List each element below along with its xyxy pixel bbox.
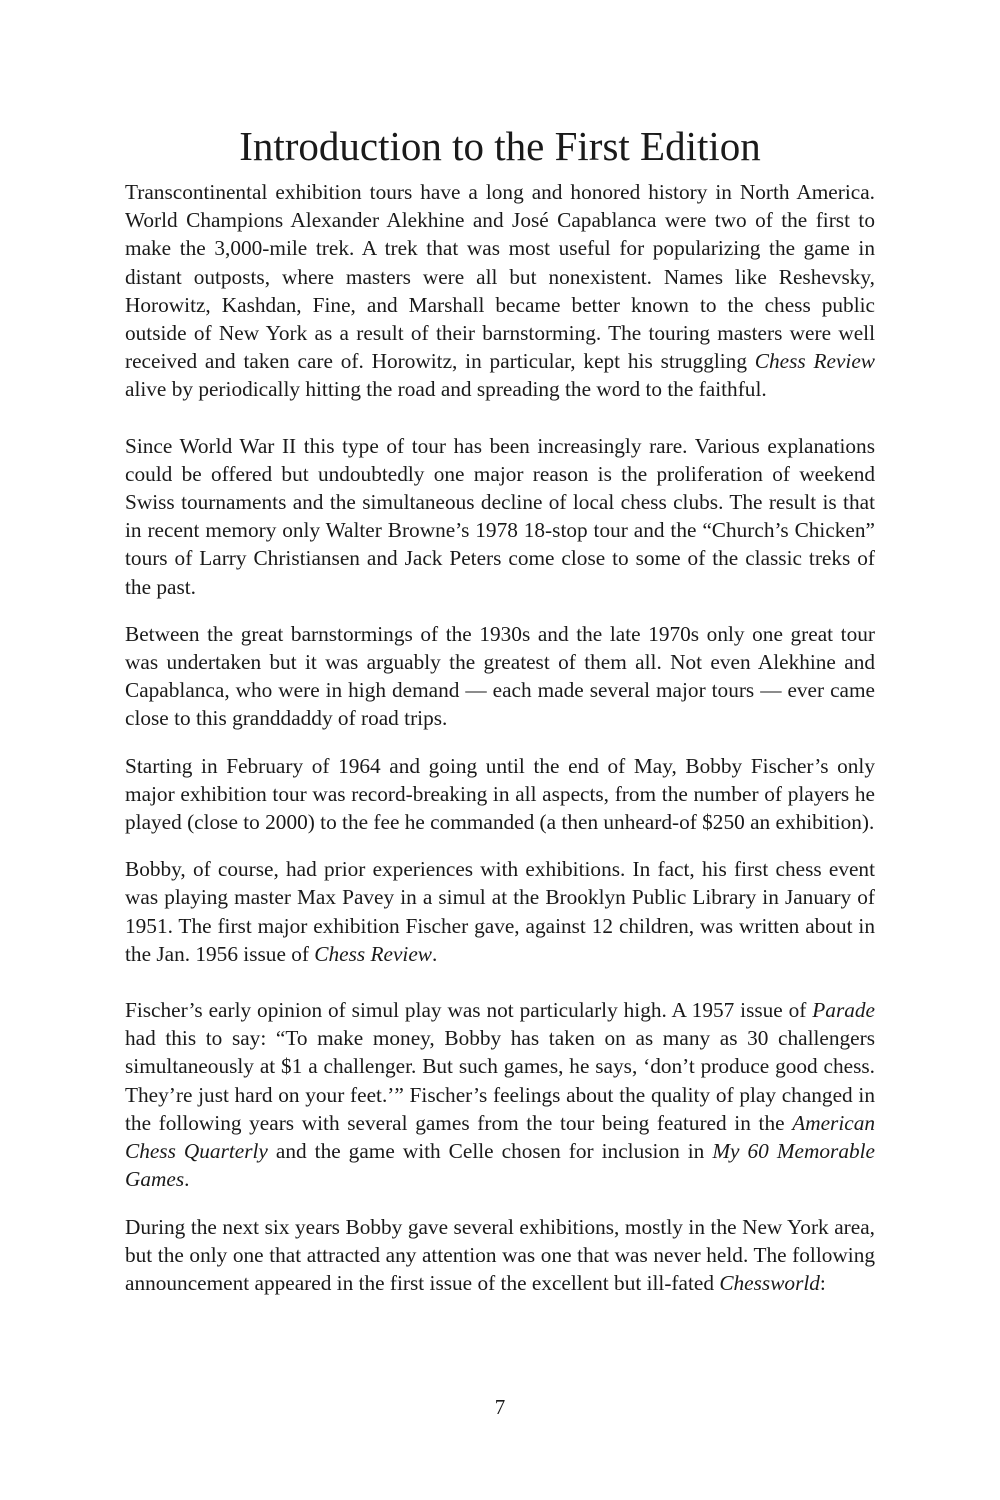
paragraph-text: Starting in February of 1964 and going until the end of May, Bobby Fischer’s only major exhibition tour was record-breaking in all aspects, from the number of players he played (close to 2000) to the fee he commanded (a then unheard-of $250 an exhibition). <box>125 753 875 835</box>
italic-title-text: Parade <box>812 998 875 1023</box>
paragraph <box>125 752 875 837</box>
paragraph-text: Fischer’s early opinion of simul play was not particularly high. A 1957 issue of <box>125 998 813 1023</box>
paragraph-text: Between the great barnstormings of the 1930s and the late 1970s only one great tour was undertaken but it was arguably the greatest of them all. Not even Alekhine and Capablanca, who were in high demand — each made several major tours — ever came close to this granddaddy of road trips. <box>125 621 875 731</box>
paragraph-text: . <box>431 941 438 966</box>
paragraph-text: Bobby, of course, had prior experiences with exhibitions. In fact, his first chess event was playing master Max Pavey in a simul at the Brooklyn Public Library in January of 1951. The first major exhibition Fischer gave, against 12 children, was written about in the Jan. 1956 issue of <box>125 857 875 966</box>
italic-title-text: My 60 Memorable Games <box>125 1139 875 1192</box>
page-body <box>125 120 875 1316</box>
paragraph-text: Transcontinental exhibition tours have a long and honored history in North America. World Champions Alexander Alekhine and José Capablanca were two of the first to make the 3,000-mile trek. A trek that was most useful for popularizing the game in distant outposts, where masters were all but nonexistent. Names like Reshevsky, Horowitz, Kashdan, Fine, and Marshall became better known to the chess public outside of New York as a result of their barnstorming. The touring masters were well received and taken care of. Horowitz, in particular, kept his struggling <box>125 180 875 374</box>
paragraph-text: : <box>819 1270 826 1295</box>
paragraph <box>125 996 875 1193</box>
italic-title-text: Chess Review <box>314 941 432 966</box>
page-title: Introduction to the First Edition <box>239 123 761 169</box>
page-number: 7 <box>494 1395 506 1419</box>
paragraph <box>125 1213 875 1298</box>
italic-title-text: Chess Review <box>754 349 875 374</box>
paragraph-text: alive by periodically hitting the road and spreading the word to the faithful. <box>125 377 767 402</box>
paragraph-text: During the next six years Bobby gave several exhibitions, mostly in the New York area, but the only one that attracted any attention was one that was never held. The following announcement appeared in the first issue of the excellent but ill-fated <box>125 1214 875 1295</box>
italic-title-text: Chessworld <box>719 1270 820 1295</box>
paragraph-text: . <box>184 1167 190 1192</box>
paragraph-text: had this to say: “To make money, Bobby has taken on as many as 30 challengers simultaneously at $1 a challenger. But such games, he says, ‘don’t produce good chess. They’re just hard on your feet.’” Fischer’s feelings about the quality of play changed in the following years with several games from the tour being featured in the <box>125 1026 875 1135</box>
paragraph <box>125 620 875 733</box>
paragraph-text: and the game with Celle chosen for inclusion in <box>267 1139 713 1164</box>
paragraph <box>125 178 875 404</box>
paragraph <box>125 432 875 601</box>
paragraph-text: Since World War II this type of tour has been increasingly rare. Various explanations could be offered but undoubtedly one major reason is the proliferation of weekend Swiss tournaments and the simultaneous decline of local chess clubs. The result is that in recent memory only Walter Browne’s 1978 18-stop tour and the “Church’s Chicken” tours of Larry Christiansen and Jack Peters come close to some of the classic treks of the past. <box>125 433 875 599</box>
paragraph <box>125 855 875 968</box>
italic-title-text: American Chess Quarterly <box>125 1110 875 1164</box>
